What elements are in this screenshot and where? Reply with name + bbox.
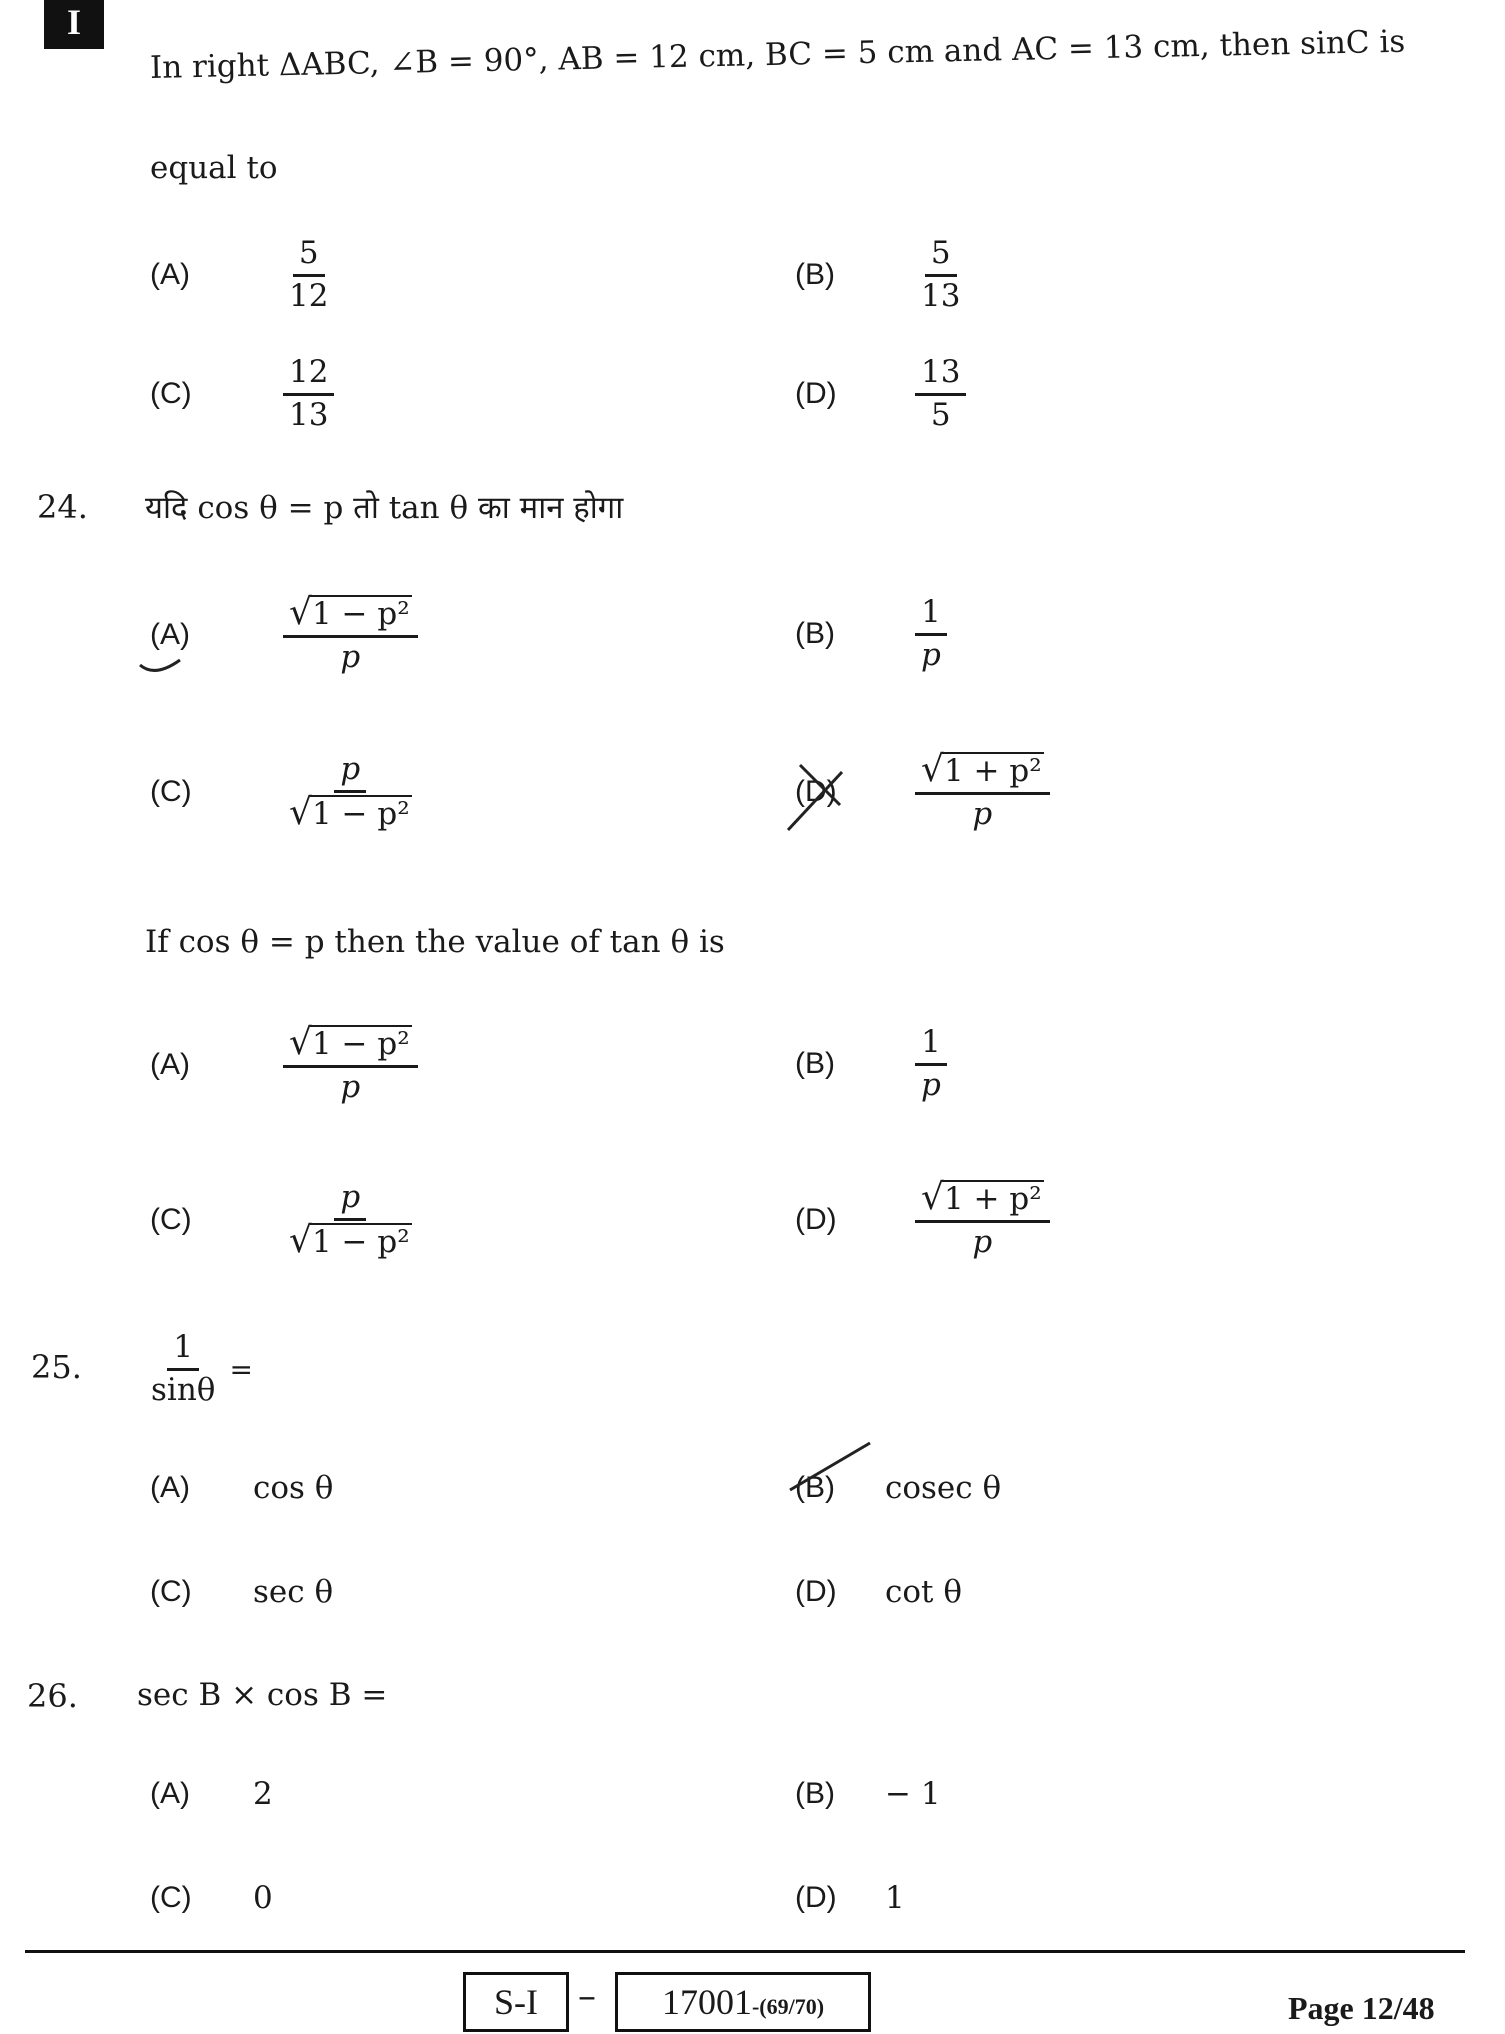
numerator: 5: [930, 235, 951, 271]
option-label: (A): [150, 618, 190, 652]
option-c[interactable]: [150, 752, 418, 832]
question-24-text-english: If cos θ = p then the value of tan θ is: [145, 924, 725, 960]
fraction: [915, 595, 947, 673]
footer-divider: [25, 1950, 1465, 1953]
fraction: [283, 236, 334, 314]
sqrt-symbol-icon: √: [289, 1022, 312, 1063]
option-label: (A): [150, 258, 190, 292]
question-24-text-hindi: यदि cos θ = p तो tan θ का मान होगा: [145, 490, 624, 526]
option-a[interactable]: [150, 236, 334, 314]
option-value: 0: [253, 1880, 273, 1916]
question-25-equals: =: [229, 1352, 253, 1386]
option-label: (C): [150, 1575, 192, 1608]
fraction-denominator: [283, 793, 418, 833]
fraction-denominator: [966, 795, 998, 833]
option-d[interactable]: [795, 1177, 1050, 1260]
footer-separator: –: [578, 1976, 596, 2017]
page-number: Page 12/48: [1288, 1990, 1435, 2026]
option-value: sec θ: [253, 1574, 334, 1610]
option-a[interactable]: [150, 1022, 418, 1105]
option-b[interactable]: [795, 1776, 941, 1812]
numerator-radicand: 1 − p²: [311, 596, 410, 632]
fraction: [283, 752, 418, 832]
fraction-denominator: [283, 396, 334, 434]
option-label: (B): [795, 1047, 835, 1081]
series-box: S-I: [463, 1972, 569, 2032]
fraction-numerator: [283, 592, 418, 638]
question-26-number: 26.: [27, 1677, 78, 1715]
fraction-denominator: [915, 277, 966, 315]
option-label: (C): [150, 775, 192, 809]
option-label: (A): [150, 1777, 190, 1810]
question-24-number: 24.: [37, 488, 88, 526]
fraction-numerator: [915, 595, 947, 636]
option-label: (D): [795, 1203, 837, 1237]
question-25-denominator: sinθ: [151, 1371, 216, 1408]
option-d[interactable]: [795, 1880, 905, 1916]
fraction: [915, 1177, 1050, 1260]
option-value: 1: [885, 1880, 905, 1916]
fraction: [283, 1180, 418, 1260]
fraction-numerator: [334, 752, 366, 793]
option-label: (B): [795, 1471, 835, 1504]
fraction-numerator: [915, 1025, 947, 1066]
question-26-text: sec B × cos B =: [137, 1677, 388, 1713]
numerator-radicand: 1 + p²: [943, 1181, 1042, 1217]
numerator: [921, 749, 1044, 790]
numerator: 1: [921, 594, 941, 630]
question-23-text: In right ΔABC, ∠B = 90°, AB = 12 cm, BC = 5 cm and AC = 13 cm, then sinC is: [149, 23, 1406, 86]
option-a[interactable]: [150, 1776, 273, 1812]
option-c[interactable]: [150, 1880, 273, 1916]
denominator: [289, 1219, 412, 1261]
denominator: 5: [930, 396, 951, 433]
section-badge: I: [44, 0, 104, 49]
option-b[interactable]: [795, 1470, 1001, 1506]
fraction-denominator: [966, 1223, 998, 1261]
option-c[interactable]: [150, 1180, 418, 1260]
fraction-denominator: [334, 1068, 366, 1106]
sqrt-symbol-icon: √: [289, 592, 312, 633]
fraction: [283, 592, 418, 675]
option-value: cot θ: [885, 1574, 963, 1610]
fraction-numerator: [283, 355, 334, 396]
option-label: (B): [795, 1777, 835, 1810]
option-label: (D): [795, 1575, 837, 1608]
denominator: p: [340, 638, 361, 675]
option-label: (C): [150, 1203, 192, 1237]
option-a[interactable]: [150, 1470, 333, 1506]
fraction: [283, 355, 334, 433]
option-value: cosec θ: [885, 1470, 1002, 1506]
numerator: p: [340, 1179, 361, 1215]
option-label: (A): [150, 1471, 190, 1504]
sqrt-symbol-icon: √: [921, 1177, 944, 1218]
denominator: 12: [289, 277, 329, 314]
fraction: [283, 1022, 418, 1105]
option-label: (D): [795, 1881, 837, 1914]
fraction-numerator: [293, 236, 325, 277]
question-25-text: [145, 1330, 253, 1408]
sqrt-symbol-icon: √: [289, 791, 312, 833]
fraction-numerator: [925, 236, 957, 277]
numerator: [921, 1177, 1044, 1218]
denominator: 13: [921, 277, 961, 314]
option-label: (C): [150, 1881, 192, 1914]
fraction-numerator: [283, 1022, 418, 1068]
denominator: p: [972, 795, 993, 832]
fraction-denominator: [915, 636, 947, 674]
denominator: 13: [289, 396, 329, 433]
option-b[interactable]: [795, 595, 947, 673]
numerator: 13: [921, 354, 961, 390]
fraction: [915, 749, 1050, 832]
fraction: [915, 236, 966, 314]
option-c[interactable]: [150, 1574, 333, 1610]
question-25-numerator: 1: [167, 1330, 199, 1371]
numerator: 1: [921, 1024, 941, 1060]
fraction-numerator: [915, 355, 966, 396]
option-d[interactable]: [795, 355, 966, 433]
fraction-numerator: [334, 1180, 366, 1221]
option-label: (B): [795, 258, 835, 292]
option-c[interactable]: [150, 355, 334, 433]
option-value: − 1: [885, 1776, 941, 1812]
denominator-radicand: 1 − p²: [311, 1223, 410, 1260]
fraction: [915, 1025, 947, 1103]
option-value: cos θ: [253, 1470, 334, 1506]
numerator: [289, 1022, 412, 1063]
option-label: (D): [795, 377, 837, 411]
option-b[interactable]: [795, 236, 966, 314]
denominator: p: [340, 1068, 361, 1105]
denominator: p: [921, 1066, 941, 1103]
denominator-radicand: 1 − p²: [311, 795, 410, 832]
paper-code-box: [615, 1972, 871, 2032]
paper-code-suffix: -(69/70): [751, 1994, 825, 2019]
numerator: p: [340, 751, 361, 787]
numerator: 5: [298, 235, 319, 271]
question-23-text-line2: equal to: [150, 150, 278, 186]
paper-code: 17001: [661, 1982, 752, 2022]
sqrt-symbol-icon: √: [921, 749, 944, 790]
fraction-denominator: [283, 277, 334, 315]
fraction-numerator: [915, 749, 1050, 795]
sqrt-symbol-icon: √: [289, 1219, 312, 1261]
option-label: (A): [150, 1048, 190, 1082]
fraction-denominator: [915, 1066, 947, 1104]
numerator-radicand: 1 + p²: [943, 753, 1042, 789]
fraction-denominator: [334, 638, 366, 676]
option-label: (D): [795, 775, 837, 809]
option-label: (C): [150, 377, 192, 411]
numerator: 12: [289, 354, 329, 390]
fraction: [915, 355, 966, 433]
denominator: p: [921, 636, 941, 673]
option-d[interactable]: [795, 749, 1050, 832]
numerator-radicand: 1 − p²: [311, 1026, 410, 1062]
fraction-denominator: [283, 1221, 418, 1261]
option-a[interactable]: [150, 592, 418, 675]
option-label: (B): [795, 617, 835, 651]
denominator: p: [972, 1223, 993, 1260]
numerator: [289, 592, 412, 633]
fraction-numerator: [915, 1177, 1050, 1223]
denominator: [289, 791, 412, 833]
option-d[interactable]: [795, 1574, 962, 1610]
fraction-denominator: [925, 396, 957, 434]
option-value: 2: [253, 1776, 273, 1812]
option-b[interactable]: [795, 1025, 947, 1103]
question-25-number: 25.: [31, 1348, 82, 1386]
